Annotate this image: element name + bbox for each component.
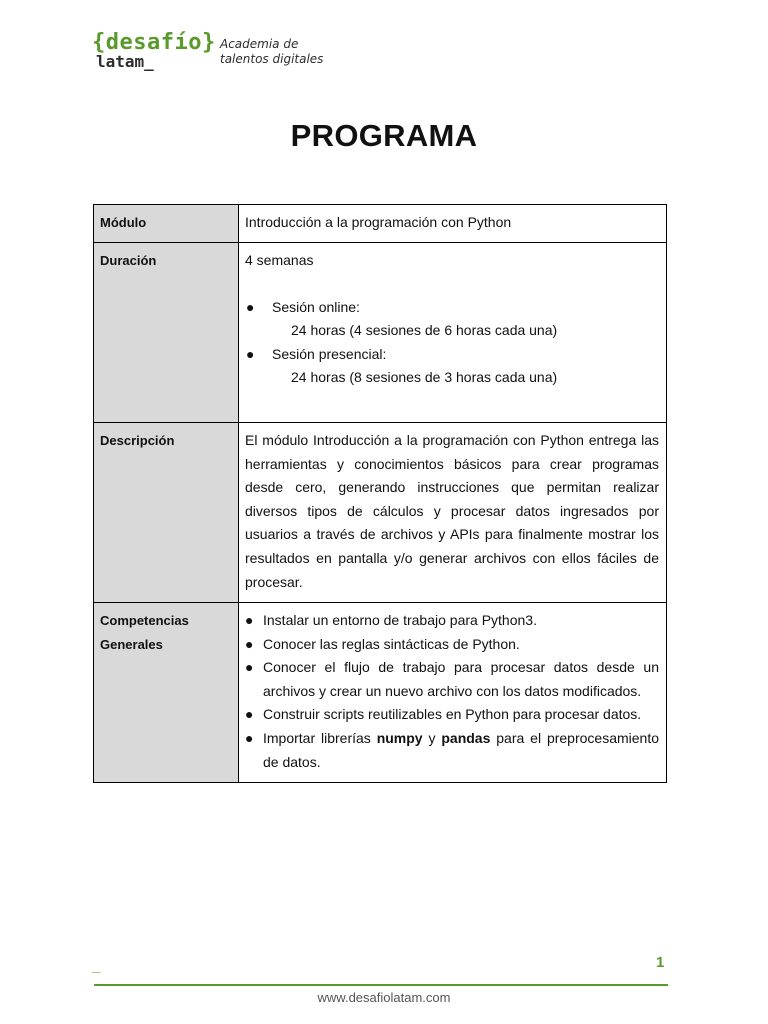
- modulo-label: Módulo: [94, 205, 239, 243]
- duracion-value: 4 semanas: [245, 252, 314, 268]
- competencias-label: [94, 603, 239, 783]
- table-row-competencias: [94, 603, 667, 783]
- bullet-icon: ●: [245, 635, 254, 652]
- logo-tagline: [220, 37, 323, 67]
- competencias-label-line-2: Generales: [100, 637, 163, 652]
- session-online-label: Sesión online:: [272, 298, 360, 315]
- competencia-text: Conocer las reglas sintácticas de Python.: [263, 635, 520, 652]
- list-item: [245, 727, 659, 774]
- bullet-icon: ●: [246, 345, 255, 362]
- table-row-descripcion: [94, 423, 667, 603]
- list-item: [245, 633, 659, 657]
- footer-url: www.desafiolatam.com: [317, 990, 451, 1005]
- competencia-text: Construir scripts reutilizables en Python para procesar datos.: [263, 706, 642, 723]
- duracion-cell: [239, 243, 667, 423]
- descripcion-label: Descripción: [94, 423, 239, 603]
- list-item: [245, 609, 659, 633]
- competencia-libs-text: [263, 727, 659, 774]
- bullet-icon: ●: [245, 659, 254, 676]
- page-number: 1: [656, 954, 665, 971]
- session-online-item: [245, 296, 659, 320]
- bullet-icon: ●: [246, 298, 255, 315]
- program-table: [93, 204, 667, 783]
- competencia-text: Conocer el flujo de trabajo para procesar datos desde un archivos y crear un nuevo archivo con los datos modificados.: [263, 659, 659, 699]
- logo-subtext: latam_: [96, 52, 154, 71]
- bullet-icon: ●: [245, 612, 254, 628]
- footer-divider: [94, 984, 668, 986]
- session-presencial-label: Sesión presencial:: [272, 345, 387, 362]
- page-title: PROGRAMA: [290, 118, 478, 153]
- session-presencial-detail: 24 horas (8 sesiones de 3 horas cada una): [291, 369, 558, 386]
- table-row-modulo: [94, 205, 667, 243]
- competencia-text: Instalar un entorno de trabajo para Python3.: [263, 612, 537, 628]
- logo-wordmark: {desafío}: [92, 30, 216, 55]
- bullet-icon: ●: [245, 706, 254, 723]
- lib-numpy: numpy: [376, 729, 423, 746]
- bullet-icon: ●: [245, 729, 254, 746]
- libs-suffix: para el preprocesamiento de datos.: [263, 729, 660, 770]
- libs-mid: y: [422, 729, 442, 746]
- table-row-duracion: [94, 243, 667, 423]
- competencias-label-line-1: Competencias: [100, 613, 189, 628]
- descripcion-cell: [239, 423, 667, 603]
- libs-prefix: Importar librerías: [263, 729, 377, 746]
- session-online-detail: 24 horas (4 sesiones de 6 horas cada una): [291, 322, 558, 339]
- session-presencial-item: [245, 343, 659, 367]
- descripcion-value: El módulo Introducción a la programación con Python entrega las herramientas y conocimientos básicos para crear programas desde cero, generando instrucciones que permitan realizar diversos tipos de cálculos y procesar datos ingresados por usuarios a través de archivos y APIs para finalmente mostrar los resultados en pantalla y/o generar archivos con ellos fáciles de procesar.: [245, 432, 659, 590]
- modulo-value: Introducción a la programación con Python: [239, 205, 667, 243]
- tagline-line-1: Academia de: [220, 37, 299, 51]
- list-item: [245, 656, 659, 703]
- lib-pandas: pandas: [441, 729, 491, 746]
- tagline-line-2: talentos digitales: [220, 52, 324, 66]
- duracion-label: Duración: [94, 243, 239, 423]
- competencias-cell: [239, 603, 667, 783]
- competencias-list: [245, 609, 659, 774]
- footer-dash: _: [92, 958, 101, 975]
- list-item: [245, 703, 659, 727]
